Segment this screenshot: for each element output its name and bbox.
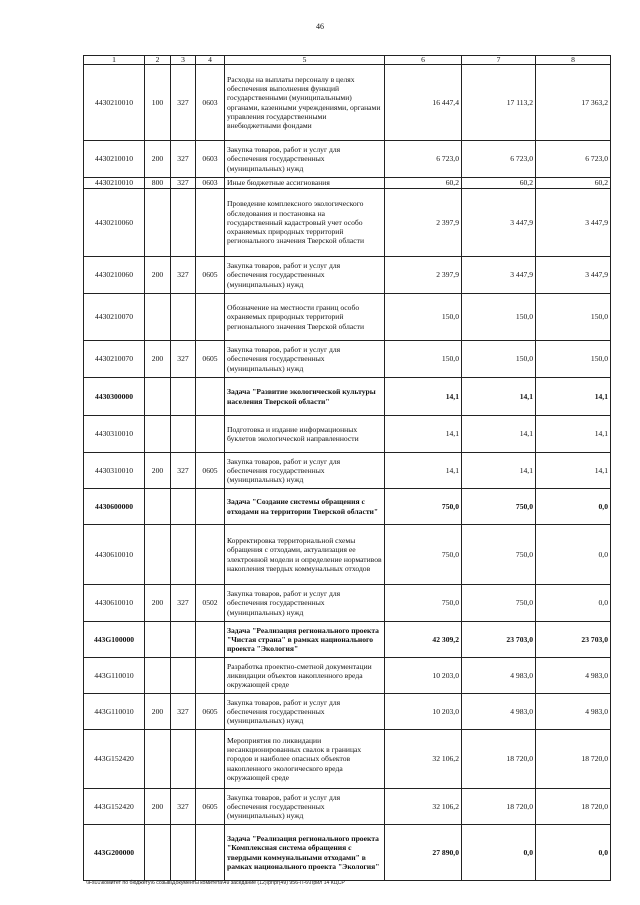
row-col2 bbox=[145, 294, 171, 341]
table-row bbox=[84, 658, 611, 694]
row-code: 443G100000 bbox=[84, 622, 145, 658]
row-value-8: 4 983,0 bbox=[536, 694, 611, 730]
row-value-6: 42 309,2 bbox=[385, 622, 462, 658]
row-name: Задача "Создание системы обращения с отходами на территории Тверской области" bbox=[225, 489, 385, 525]
row-col4 bbox=[196, 378, 225, 416]
row-value-8: 14,1 bbox=[536, 453, 611, 489]
row-code: 4430210010 bbox=[84, 178, 145, 189]
row-value-8: 0,0 bbox=[536, 585, 611, 622]
row-name: Задача "Развитие экологической культуры населения Тверской области" bbox=[225, 378, 385, 416]
row-value-7: 17 113,2 bbox=[462, 65, 536, 141]
row-name: Проведение комплексного экологического обследования и постановка на государственный кадастровый учет особо охраняемых природных территорий регионального значения Тверской области bbox=[225, 189, 385, 257]
row-code: 443G152420 bbox=[84, 789, 145, 825]
table-row bbox=[84, 789, 611, 825]
row-code: 4430210010 bbox=[84, 65, 145, 141]
row-value-6: 150,0 bbox=[385, 294, 462, 341]
row-col3 bbox=[171, 416, 196, 453]
row-value-8: 0,0 bbox=[536, 525, 611, 585]
row-code: 4430300000 bbox=[84, 378, 145, 416]
row-col2: 800 bbox=[145, 178, 171, 189]
row-value-7: 750,0 bbox=[462, 525, 536, 585]
row-col4: 0605 bbox=[196, 453, 225, 489]
table-row bbox=[84, 141, 611, 178]
row-value-8: 23 703,0 bbox=[536, 622, 611, 658]
column-header: 6 bbox=[385, 56, 462, 65]
row-value-8: 14,1 bbox=[536, 416, 611, 453]
row-code: 4430310010 bbox=[84, 416, 145, 453]
row-col2 bbox=[145, 622, 171, 658]
row-value-7: 14,1 bbox=[462, 453, 536, 489]
row-col4 bbox=[196, 658, 225, 694]
row-col4 bbox=[196, 489, 225, 525]
row-col3: 327 bbox=[171, 453, 196, 489]
row-col4 bbox=[196, 730, 225, 789]
row-value-6: 2 397,9 bbox=[385, 257, 462, 294]
row-col3: 327 bbox=[171, 65, 196, 141]
table-row bbox=[84, 525, 611, 585]
row-col2 bbox=[145, 658, 171, 694]
row-code: 4430210070 bbox=[84, 294, 145, 341]
row-value-7: 14,1 bbox=[462, 378, 536, 416]
row-name: Закупка товаров, работ и услуг для обеспечения государственных (муниципальных) нужд bbox=[225, 257, 385, 294]
column-header: 3 bbox=[171, 56, 196, 65]
table-row bbox=[84, 585, 611, 622]
row-value-7: 4 983,0 bbox=[462, 694, 536, 730]
row-code: 443G200000 bbox=[84, 825, 145, 881]
row-value-7: 23 703,0 bbox=[462, 622, 536, 658]
row-value-8: 60,2 bbox=[536, 178, 611, 189]
table-row bbox=[84, 416, 611, 453]
row-value-8: 18 720,0 bbox=[536, 789, 611, 825]
row-col3: 327 bbox=[171, 178, 196, 189]
row-code: 4430210010 bbox=[84, 141, 145, 178]
row-value-7: 750,0 bbox=[462, 489, 536, 525]
row-name: Разработка проектно-сметной документации ликвидации объектов накопленного вреда окружающей среде bbox=[225, 658, 385, 694]
row-value-7: 750,0 bbox=[462, 585, 536, 622]
row-value-8: 150,0 bbox=[536, 341, 611, 378]
row-name: Расходы на выплаты персоналу в целях обеспечения выполнения функций государственными (муниципальными) органами, казенными учреждениями, органами управления государственными внебюджетными фондами bbox=[225, 65, 385, 141]
row-col4 bbox=[196, 622, 225, 658]
row-value-6: 750,0 bbox=[385, 585, 462, 622]
row-value-6: 14,1 bbox=[385, 453, 462, 489]
row-col2: 200 bbox=[145, 453, 171, 489]
row-col4: 0603 bbox=[196, 178, 225, 189]
row-value-8: 6 723,0 bbox=[536, 141, 611, 178]
row-col3: 327 bbox=[171, 789, 196, 825]
row-col2: 100 bbox=[145, 65, 171, 141]
row-value-7: 18 720,0 bbox=[462, 789, 536, 825]
row-code: 443G152420 bbox=[84, 730, 145, 789]
row-col3: 327 bbox=[171, 141, 196, 178]
row-col2 bbox=[145, 730, 171, 789]
task-row bbox=[84, 489, 611, 525]
row-value-7: 14,1 bbox=[462, 416, 536, 453]
row-value-6: 750,0 bbox=[385, 489, 462, 525]
row-col2: 200 bbox=[145, 141, 171, 178]
row-name: Закупка товаров, работ и услуг для обеспечения государственных (муниципальных) нужд bbox=[225, 341, 385, 378]
row-col3 bbox=[171, 622, 196, 658]
column-header: 5 bbox=[225, 56, 385, 65]
row-col4: 0605 bbox=[196, 257, 225, 294]
column-header: 4 bbox=[196, 56, 225, 65]
column-header: 7 bbox=[462, 56, 536, 65]
row-col3 bbox=[171, 294, 196, 341]
task-row bbox=[84, 622, 611, 658]
row-name: Мероприятия по ликвидации несанкционированных свалок в границах городов и наиболее опасных объектов накопленного экологического вреда окружающей среде bbox=[225, 730, 385, 789]
row-code: 4430610010 bbox=[84, 525, 145, 585]
row-col2: 200 bbox=[145, 585, 171, 622]
row-name: Закупка товаров, работ и услуг для обеспечения государственных (муниципальных) нужд bbox=[225, 585, 385, 622]
row-col3: 327 bbox=[171, 341, 196, 378]
row-col4 bbox=[196, 294, 225, 341]
row-value-7: 150,0 bbox=[462, 341, 536, 378]
row-col2: 200 bbox=[145, 341, 171, 378]
column-header: 2 bbox=[145, 56, 171, 65]
row-value-7: 6 723,0 bbox=[462, 141, 536, 178]
row-col4: 0605 bbox=[196, 789, 225, 825]
row-value-6: 16 447,4 bbox=[385, 65, 462, 141]
row-col2 bbox=[145, 825, 171, 881]
row-name: Закупка товаров, работ и услуг для обеспечения государственных (муниципальных) нужд bbox=[225, 453, 385, 489]
row-value-8: 14,1 bbox=[536, 378, 611, 416]
row-col3 bbox=[171, 825, 196, 881]
row-col2 bbox=[145, 378, 171, 416]
row-col3: 327 bbox=[171, 585, 196, 622]
row-code: 443G110010 bbox=[84, 658, 145, 694]
row-code: 4430600000 bbox=[84, 489, 145, 525]
row-value-6: 32 106,2 bbox=[385, 789, 462, 825]
row-name: Закупка товаров, работ и услуг для обеспечения государственных (муниципальных) нужд bbox=[225, 789, 385, 825]
row-name: Задача "Реализация регионального проекта "Чистая страна" в рамках национального проекта "Экология" bbox=[225, 622, 385, 658]
row-code: 443G110010 bbox=[84, 694, 145, 730]
table-row bbox=[84, 257, 611, 294]
row-value-6: 750,0 bbox=[385, 525, 462, 585]
column-number-row bbox=[84, 56, 611, 65]
row-value-6: 2 397,9 bbox=[385, 189, 462, 257]
row-value-6: 14,1 bbox=[385, 378, 462, 416]
row-name: Закупка товаров, работ и услуг для обеспечения государственных (муниципальных) нужд bbox=[225, 141, 385, 178]
row-value-7: 3 447,9 bbox=[462, 257, 536, 294]
row-col4: 0605 bbox=[196, 694, 225, 730]
row-value-8: 0,0 bbox=[536, 489, 611, 525]
row-name: Обозначение на местности границ особо охраняемых природных территорий регионального значения Тверской области bbox=[225, 294, 385, 341]
row-col3: 327 bbox=[171, 694, 196, 730]
row-col2 bbox=[145, 525, 171, 585]
row-code: 4430310010 bbox=[84, 453, 145, 489]
table-row bbox=[84, 178, 611, 189]
row-value-8: 3 447,9 bbox=[536, 189, 611, 257]
row-col2 bbox=[145, 489, 171, 525]
row-col4: 0605 bbox=[196, 341, 225, 378]
row-value-7: 18 720,0 bbox=[462, 730, 536, 789]
column-header: 1 bbox=[84, 56, 145, 65]
row-code: 4430210060 bbox=[84, 257, 145, 294]
row-col4: 0603 bbox=[196, 141, 225, 178]
table-row bbox=[84, 694, 611, 730]
column-header: 8 bbox=[536, 56, 611, 65]
row-col4 bbox=[196, 525, 225, 585]
table-row bbox=[84, 189, 611, 257]
table-row bbox=[84, 341, 611, 378]
row-col2: 200 bbox=[145, 257, 171, 294]
row-col4 bbox=[196, 825, 225, 881]
row-col2: 200 bbox=[145, 789, 171, 825]
row-value-6: 150,0 bbox=[385, 341, 462, 378]
row-value-7: 150,0 bbox=[462, 294, 536, 341]
row-value-6: 10 203,0 bbox=[385, 694, 462, 730]
row-col3 bbox=[171, 730, 196, 789]
row-value-8: 3 447,9 bbox=[536, 257, 611, 294]
file-path-footer: \\Fs01\комитет по бюджету\6 созыв\Документы комитета\49 заседание (12)\pr\pr(49) 956-П-6\Прил 14 КЦСР bbox=[86, 880, 345, 886]
row-col3 bbox=[171, 489, 196, 525]
table-row bbox=[84, 453, 611, 489]
row-value-6: 14,1 bbox=[385, 416, 462, 453]
row-name: Иные бюджетные ассигнования bbox=[225, 178, 385, 189]
row-name: Подготовка и издание информационных буклетов экологической направленности bbox=[225, 416, 385, 453]
row-code: 4430610010 bbox=[84, 585, 145, 622]
row-value-7: 0,0 bbox=[462, 825, 536, 881]
row-col3: 327 bbox=[171, 257, 196, 294]
table-row bbox=[84, 65, 611, 141]
row-code: 4430210070 bbox=[84, 341, 145, 378]
row-col4: 0603 bbox=[196, 65, 225, 141]
row-col4: 0502 bbox=[196, 585, 225, 622]
row-name: Задача "Реализация регионального проекта "Комплексная система обращения с твердыми коммунальными отходами" в рамках национального проекта "Экология" bbox=[225, 825, 385, 881]
row-value-6: 60,2 bbox=[385, 178, 462, 189]
row-value-8: 18 720,0 bbox=[536, 730, 611, 789]
row-col4 bbox=[196, 416, 225, 453]
row-col3 bbox=[171, 658, 196, 694]
row-value-7: 60,2 bbox=[462, 178, 536, 189]
task-row bbox=[84, 825, 611, 881]
row-value-8: 17 363,2 bbox=[536, 65, 611, 141]
row-value-8: 0,0 bbox=[536, 825, 611, 881]
row-name: Закупка товаров, работ и услуг для обеспечения государственных (муниципальных) нужд bbox=[225, 694, 385, 730]
row-value-6: 27 890,0 bbox=[385, 825, 462, 881]
row-value-7: 3 447,9 bbox=[462, 189, 536, 257]
row-value-8: 150,0 bbox=[536, 294, 611, 341]
row-value-7: 4 983,0 bbox=[462, 658, 536, 694]
row-col3 bbox=[171, 378, 196, 416]
row-value-6: 32 106,2 bbox=[385, 730, 462, 789]
row-col4 bbox=[196, 189, 225, 257]
row-value-6: 10 203,0 bbox=[385, 658, 462, 694]
table-row bbox=[84, 294, 611, 341]
task-row bbox=[84, 378, 611, 416]
budget-table bbox=[83, 55, 611, 881]
row-col3 bbox=[171, 525, 196, 585]
row-name: Корректировка территориальной схемы обращения с отходами, актуализация ее электронной модели и определение нормативов накопления твердых коммунальных отходов bbox=[225, 525, 385, 585]
row-col2 bbox=[145, 189, 171, 257]
row-value-6: 6 723,0 bbox=[385, 141, 462, 178]
row-col3 bbox=[171, 189, 196, 257]
row-value-8: 4 983,0 bbox=[536, 658, 611, 694]
row-code: 4430210060 bbox=[84, 189, 145, 257]
row-col2 bbox=[145, 416, 171, 453]
page-number: 46 bbox=[316, 22, 324, 31]
row-col2: 200 bbox=[145, 694, 171, 730]
table-row bbox=[84, 730, 611, 789]
